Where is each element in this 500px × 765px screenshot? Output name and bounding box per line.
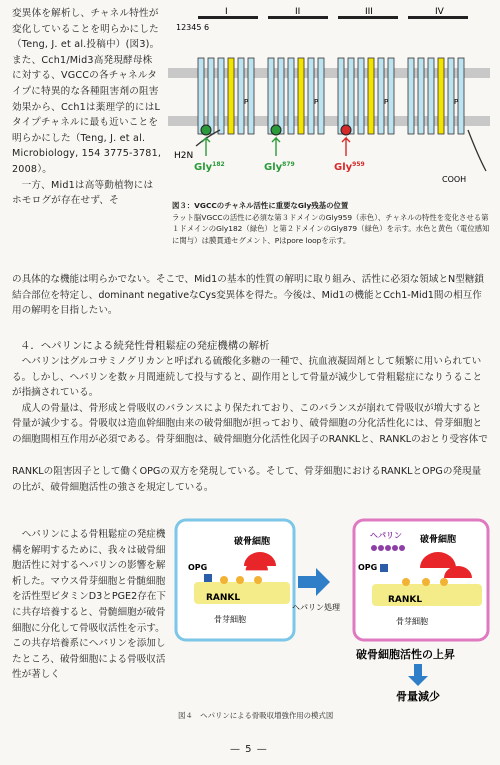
transmembrane-segment xyxy=(288,58,294,134)
left-column-text xyxy=(12,6,162,209)
domain-label: III xyxy=(365,7,373,17)
figure-4-caption: 図４ ヘパリンによる骨吸収増強作用の模式図 xyxy=(178,711,334,720)
paragraph: ヘパリンはグルコサミノグリカンと呼ばれる硫酸化多糖の一種で、抗血液凝固剤として頻繁に用いられている。しかし、ヘパリンを数ヶ月間連続して投与すると、副作用として骨量が減少して骨粗鬆症になりうることが指摘されている。 xyxy=(12,356,483,399)
transmembrane-segment xyxy=(238,58,244,134)
transmembrane-segment xyxy=(348,58,354,134)
gly-label: Gly$^{182}$ xyxy=(194,161,225,173)
caption-title: 図３：VGCCのチャネル活性に重要なGly残基の位置 xyxy=(172,201,349,210)
transmembrane-segment xyxy=(268,58,274,134)
domain-label: I xyxy=(225,7,228,17)
gly-residue-marker xyxy=(341,125,351,135)
paragraph: 成人の骨量は、骨形成と骨吸収のバランスにより保たれており、このバランスが崩れて骨吸収が増大すると骨量が減少する。骨吸収は造血幹細胞由来の破骨細胞が担っており、破骨細胞の分化活性化には、骨芽細胞との細胞間相互作用が必須である。骨芽細胞は、破骨細胞分化活性化因子のRANKLと、RANKLのおとり受容体で xyxy=(12,402,488,445)
paragraph-continuation: の具体的な機能は明らかでない。そこで、Mid1の基本的性質の解明に取り組み、活性に必須な領域とN型糖鎖結合部位を特定し、dominant negativeなCys変異体を得た。今後は、Mid1の機能とCch1-Mid1間の相互作用の解明を目指したい。 xyxy=(12,274,485,317)
transmembrane-segment xyxy=(368,58,374,134)
transmembrane-segment xyxy=(298,58,304,134)
treatment-arrow-icon xyxy=(298,568,330,596)
osteoblast-label: 骨芽細胞 xyxy=(396,617,428,626)
transmembrane-segment xyxy=(378,58,384,134)
pore-loop-label: P xyxy=(384,98,389,106)
rankl-label: RANKL xyxy=(388,595,423,605)
heparin-treatment-label: ヘパリン処理 xyxy=(292,603,340,612)
transmembrane-segment xyxy=(208,58,214,134)
gly-residue-marker xyxy=(271,125,281,135)
up-arrow-icon xyxy=(342,138,350,156)
osteoblast-label: 骨芽細胞 xyxy=(214,615,246,624)
up-arrow-icon xyxy=(272,138,280,156)
osteoclast-label: 破骨細胞 xyxy=(234,537,271,547)
gly-label: Gly$^{959}$ xyxy=(334,161,365,173)
opg-label: OPG xyxy=(358,563,378,572)
paragraph: 一方、Mid1は高等動植物にはホモログが存在せず、そ xyxy=(12,179,154,207)
transmembrane-segment xyxy=(428,58,434,134)
caption-body: ラット脳VGCCの活性に必須な第３ドメインのGly959（赤色）、チャネルの特性を変化させる第１ドメインのGly182（緑色）と第２ドメインのGly879（緑色）を示す。水色と黄色（電位感知に関与）は膜貫通セグメント、Pはpore loopを示す。 xyxy=(172,212,490,245)
segment-numbers: 12345 6 xyxy=(176,23,210,32)
domain-bar xyxy=(198,16,258,19)
result-label: 骨量減少 xyxy=(396,690,440,703)
result-label: 破骨細胞活性の上昇 xyxy=(356,648,455,661)
domain-label: II xyxy=(295,7,301,17)
opg-marker xyxy=(204,574,212,582)
transmembrane-segment xyxy=(338,58,344,134)
up-arrow-icon xyxy=(202,138,210,156)
opg-label: OPG xyxy=(188,563,208,572)
transmembrane-segment xyxy=(438,58,444,134)
domain-label: IV xyxy=(435,7,444,17)
paragraph: RANKLの阻害因子として働くOPGの双方を発現している。そして、骨芽細胞におけるRANKLとOPGの発現量の比が、破骨細胞活性の強さを規定している。 xyxy=(12,466,482,493)
paragraph: 変異体を解析し、チャネル特性が変化していることを明らかにした（Teng, J. et al.投稿中）(図3)。また、Cch1/Mid3高発現酵母株に対する、VGCCの各チャネルタイプに特異的な各種阻害剤の阻害効果から、Cch1は薬理学的にはLタイプチャネルに最も近いことを明らかにした（Teng, J. et al. Microbiology, 154 3775-3781, 2008）。 xyxy=(12,8,162,175)
gly-label: Gly$^{879}$ xyxy=(264,161,295,173)
n-terminus-label: H2N xyxy=(174,151,194,161)
down-arrow-icon xyxy=(408,664,428,686)
transmembrane-segment xyxy=(408,58,414,134)
section-body xyxy=(12,354,490,448)
transmembrane-segment xyxy=(248,58,254,134)
pore-loop-label: P xyxy=(244,98,249,106)
transmembrane-segment xyxy=(358,58,364,134)
page-number: — 5 — xyxy=(230,744,268,755)
c-terminus-label: COOH xyxy=(442,175,467,184)
figure-3-vgcc-diagram xyxy=(168,6,490,196)
transmembrane-segment xyxy=(278,58,284,134)
rankl-label: RANKL xyxy=(206,593,241,603)
paragraph: ヘパリンによる骨粗鬆症の発症機構を解明するために、我々は破骨細胞活性に対するヘパリンの影響を解析した。マウス骨芽細胞と骨髄細胞を活性型ビタミンD3とPGE2存在下に共存培養すると、骨髄細胞が破骨細胞に分化して骨吸収活性を示す。この共存培養系にヘパリンを添加したところ、破骨細胞による骨吸収活性が著しく xyxy=(12,529,167,681)
transmembrane-segment xyxy=(198,58,204,134)
transmembrane-segment xyxy=(228,58,234,134)
gly-residue-marker xyxy=(201,125,211,135)
pore-loop-label: P xyxy=(314,98,319,106)
figure-4-heparin-schematic xyxy=(174,518,492,706)
figure-3-caption xyxy=(172,200,492,246)
transmembrane-segment xyxy=(318,58,324,134)
transmembrane-segment xyxy=(218,58,224,134)
transmembrane-segment xyxy=(388,58,394,134)
pore-loop-label: P xyxy=(454,98,459,106)
transmembrane-segment xyxy=(308,58,314,134)
transmembrane-segment xyxy=(418,58,424,134)
osteoclast-label: 破骨細胞 xyxy=(420,535,457,545)
transmembrane-segment xyxy=(448,58,454,134)
section-heading: ４．ヘパリンによる続発性骨粗鬆症の発症機構の解析 xyxy=(20,340,270,352)
heparin-label: ヘパリン xyxy=(370,531,402,540)
transmembrane-segment xyxy=(458,58,464,134)
